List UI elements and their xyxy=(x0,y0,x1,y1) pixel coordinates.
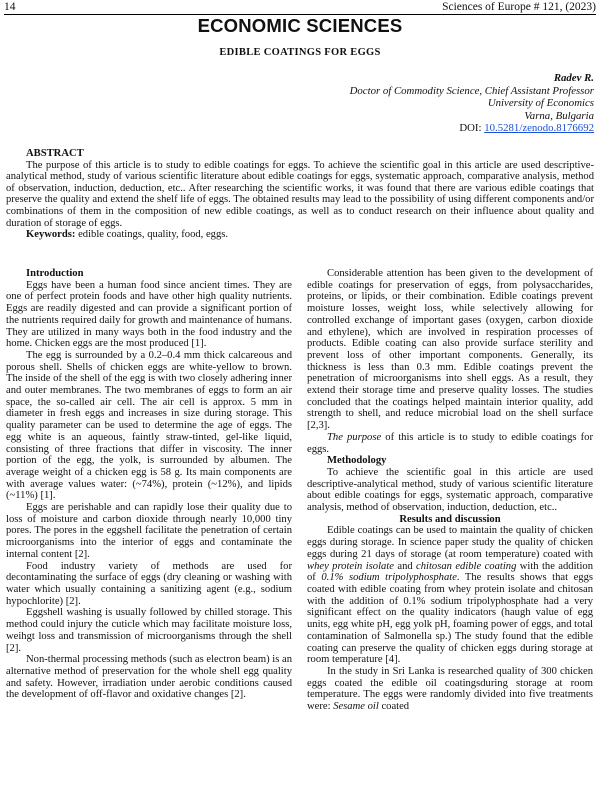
purpose-italic: The purpose xyxy=(327,431,382,443)
journal-name: Sciences of Europe # 121, (2023) xyxy=(442,1,596,13)
author-university: University of Economics xyxy=(487,97,594,110)
keywords-line xyxy=(6,229,594,241)
author-position: Doctor of Commodity Science, Chief Assistant Professor xyxy=(349,84,594,97)
paragraph xyxy=(307,666,593,713)
doi-line xyxy=(350,122,594,135)
italic-run: 0.1% sodium tripolyphosphate xyxy=(321,572,457,584)
left-column xyxy=(6,268,292,701)
article-title: EDIBLE COATINGS FOR EGGS xyxy=(219,47,381,58)
paragraph: To achieve the scientific goal in this article are used descriptive-analytical method, study of various scientific literature about edible coatings for eggs, systematic approach, comparative analysis, method of observation, induction, deduction, etc.. xyxy=(307,466,593,514)
text-run: coated xyxy=(378,701,410,713)
author-city: Varna, Bulgaria xyxy=(524,109,594,122)
abstract-title: ABSTRACT xyxy=(26,148,84,159)
purpose-text: of this article is to study to edible coatings for eggs. xyxy=(307,431,593,455)
results-paragraph xyxy=(307,525,593,665)
italic-run: Sesame oil xyxy=(333,701,379,713)
paragraph: Eggs have been a human food since ancient times. They are one of perfect protein foods and have other high quality nutrients. Eggs are readily digested and can provide a significant portion of the nutrients required daily for growth and maintenance of humans. They are utilized in many ways both in the food industry and the home. Chicken eggs are the most produced [1]. xyxy=(6,279,292,350)
text-run: and xyxy=(393,560,417,572)
keywords-label: Keywords: xyxy=(26,229,76,241)
paragraph: Food industry variety of methods are used for decontaminating the surface of eggs (dry cleaning or washing with water which usually containing a sanitizing agent (e.g., sodium hypochlorite) [2]. xyxy=(6,560,292,607)
paragraph: Non-thermal processing methods (such as electron beam) is an alternative method of preservation for the whole shell egg quality and safety. However, irradiation under aerobic conditions caused the development of off-flavor and oxidative changes [2]. xyxy=(6,654,292,701)
paragraph: Considerable attention has been given to the development of edible coatings for preservation of eggs, from polysaccharides, proteins, or lipids, or their combination. Edible coatings prevent moisture losses, weight loss, while selectively allowing for controlled exchange of important gases (oxygen, carbon dioxide and ethylene), which are involved in respiration processes of products. Edible coating can also provide surface sterility and prevent loss of other important components. Generally, its thickness is less than 0.3 mm. Edible coatings prevent the penetration of microorganisms into shell eggs. As a result, they extend their storage time and preserve quality losses. The studies concluded that the coatings helped maintain interior quality, add strength to shell, and reduce microbial load on the shell surface [2,3]. xyxy=(307,268,593,432)
paragraph: Eggs are perishable and can rapidly lose their quality due to loss of moisture and carbon dioxide through nearly 10,000 tiny pores. The pores in the eggshell facilitate the penetration of certain microorganisms into the interior of eggs and contaminate the internal content [2]. xyxy=(6,502,292,560)
methodology-heading: Methodology xyxy=(327,455,387,467)
author-block xyxy=(350,72,594,135)
results-heading: Results and discussion xyxy=(399,513,501,525)
italic-run: chitosan edible coating xyxy=(416,560,517,572)
text-run: with the addition of xyxy=(307,560,594,584)
doi-label: DOI: xyxy=(459,122,482,135)
doi-link[interactable]: 10.5281/zenodo.8176692 xyxy=(484,122,594,135)
text-run: Edible coatings can be used to maintain the quality of chicken eggs during storage. In science paper study the quality of chicken eggs during 21 days of storage (at room temperature) coated with xyxy=(307,525,593,560)
right-column xyxy=(307,268,593,713)
text-run: . The results shows that eggs coated with edible coating from whey protein isolate and chitosan with the addition of 0.1% sodium tripolyphosphate had a very significant effect on the quality indicators (haugh value of egg units, egg white pH, egg yolk pH, foaming power of eggs, and total contamination of Salmonella sp.) The study found that the edible coating can preserve the quality of chicken eggs during storage at room temperature [4]. xyxy=(307,572,593,666)
running-header xyxy=(4,0,596,15)
text-run: In the study in Sri Lanka is researched quality of 300 chicken eggs coated the edible oil coatingsduring storage at room temperature. The eggs were randomly divided into five treatments were: xyxy=(307,665,593,713)
paragraph: The egg is surrounded by a 0.2–0.4 mm thick calcareous and porous shell. Shells of chicken eggs are white-yellow to brown. The inside of the shell of the egg is with two closely adhering inner and outer membranes. The two membranes of eggs to form an air space, the so-called air cell. The air cell is approx. 5 mm in diameter in fresh eggs and increases in size during storage. This quality parameter can be used to determine the age of eggs. The egg white is an aqueous, faintly straw-tinted, gel-like liquid, consisting of three fractions that differ in viscosity. The inner portion of the egg, the yolk, is surrounded by albumen. The average weight of a chicken egg is 58 g. Its main components are with average values water: (~74%), protein (~12%), and lipids (~11%) [1]. xyxy=(6,349,292,502)
introduction-heading: Introduction xyxy=(26,268,84,279)
purpose-paragraph xyxy=(307,432,593,455)
author-name: Radev R. xyxy=(553,72,594,84)
paragraph: Eggshell washing is usually followed by chilled storage. This method could injury the cuticle which may facilitate moisture loss, weihgt loss and transmission of microorganisms through the shell [2]. xyxy=(6,607,292,654)
abstract-section xyxy=(6,148,594,241)
abstract-text: The purpose of this article is to study to edible coatings for eggs. To achieve the scientific goal in this article are used descriptive-analytical method, study of various scientific literature about edible coatings for eggs, systematic approach, comparative analysis, method of observation, induction, deduction, etc.. After researching the scientific works, it was found that there are various edible coatings that preserve the quality and extend the shelf life of eggs. The obtained results may lead to the possibility of using different components and/or combinations of them in the composition of new edible coatings, as well as to conduct research on their influence about quality and duration of storage of eggs. xyxy=(6,159,594,229)
italic-run: whey protein isolate xyxy=(307,560,394,572)
keywords-text: edible coatings, quality, food, eggs. xyxy=(78,229,229,241)
section-title: ECONOMIC SCIENCES xyxy=(197,15,403,36)
page-number: 14 xyxy=(4,1,16,13)
